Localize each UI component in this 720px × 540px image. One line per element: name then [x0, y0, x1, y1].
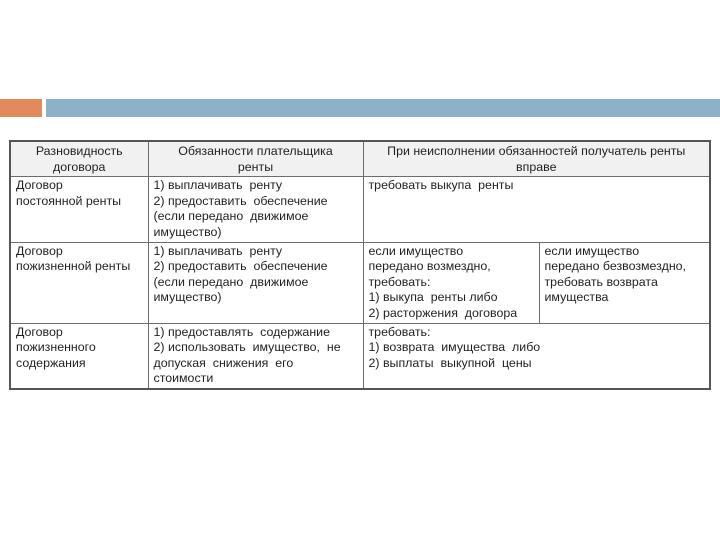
cell-text: 1) предоставлять содержание: [153, 324, 330, 339]
cell-text: 1) выплачивать ренту: [153, 178, 283, 193]
cell-text: 2) предоставить обеспечение: [153, 259, 328, 274]
cell-text: пожизненной ренты: [16, 259, 131, 274]
table-row: [10, 177, 710, 242]
cell-text: допуская снижения его: [153, 355, 294, 370]
cell-text: требовать возврата: [544, 274, 658, 289]
cell-text: передано возмездно,: [368, 259, 491, 274]
payer-duties-cell: [148, 177, 363, 242]
rent-contracts-table: [9, 140, 709, 386]
accent-bar-orange: [0, 99, 42, 117]
cell-text: постоянной ренты: [16, 193, 122, 208]
cell-text: 1) выкупа ренты либо: [368, 290, 498, 305]
accent-bar-blue: [46, 99, 720, 117]
cell-text: имущества: [544, 290, 609, 305]
header-contract-type: [10, 141, 148, 177]
cell-text: если имущество: [544, 243, 640, 258]
header-text: ренты: [237, 159, 274, 174]
cell-text: если имущество: [368, 243, 464, 258]
cell-text: Договор: [16, 243, 63, 258]
cell-text: стоимости: [153, 371, 214, 386]
contract-type-cell: [10, 242, 148, 323]
header-text: вправе: [516, 159, 557, 174]
recipient-rights-paid-cell: [363, 242, 539, 323]
cell-text: имущество): [153, 290, 222, 305]
recipient-rights-cell: [363, 177, 710, 242]
header-text: При неисполнении обязанностей получатель ренты: [387, 144, 686, 158]
header-payer-duties: [148, 141, 363, 177]
header-text: Разновидность: [35, 144, 123, 158]
cell-text: 2) выплаты выкупной цены: [368, 355, 532, 370]
cell-text: 2) предоставить обеспечение: [153, 193, 328, 208]
comparison-table: [9, 140, 711, 390]
cell-text: 2) расторжения договора: [368, 305, 518, 320]
cell-text: Договор: [16, 178, 63, 193]
cell-text: имущество): [153, 224, 222, 239]
table-row: [10, 323, 710, 389]
contract-type-cell: [10, 177, 148, 242]
cell-text: передано безвозмездно,: [544, 259, 686, 274]
recipient-rights-cell: [363, 323, 710, 389]
payer-duties-cell: [148, 242, 363, 323]
cell-text: требовать выкупа ренты: [368, 178, 514, 193]
cell-text: 1) возврата имущества либо: [368, 340, 541, 355]
cell-text: (если передано движимое: [153, 274, 309, 289]
header-text: Обязанности плательщика: [178, 144, 333, 158]
header-text: договора: [53, 159, 106, 174]
header-row: [10, 141, 710, 177]
cell-text: содержания: [16, 355, 86, 370]
table-row: [10, 242, 710, 323]
cell-text: требовать:: [368, 274, 431, 289]
cell-text: 2) использовать имущество, не: [153, 340, 341, 355]
cell-text: требовать:: [368, 324, 431, 339]
payer-duties-cell: [148, 323, 363, 389]
cell-text: 1) выплачивать ренту: [153, 243, 283, 258]
cell-text: Договор: [16, 324, 63, 339]
cell-text: (если передано движимое: [153, 209, 309, 224]
contract-type-cell: [10, 323, 148, 389]
recipient-rights-free-cell: [539, 242, 710, 323]
header-recipient-rights: [363, 141, 710, 177]
cell-text: пожизненного: [16, 340, 96, 355]
